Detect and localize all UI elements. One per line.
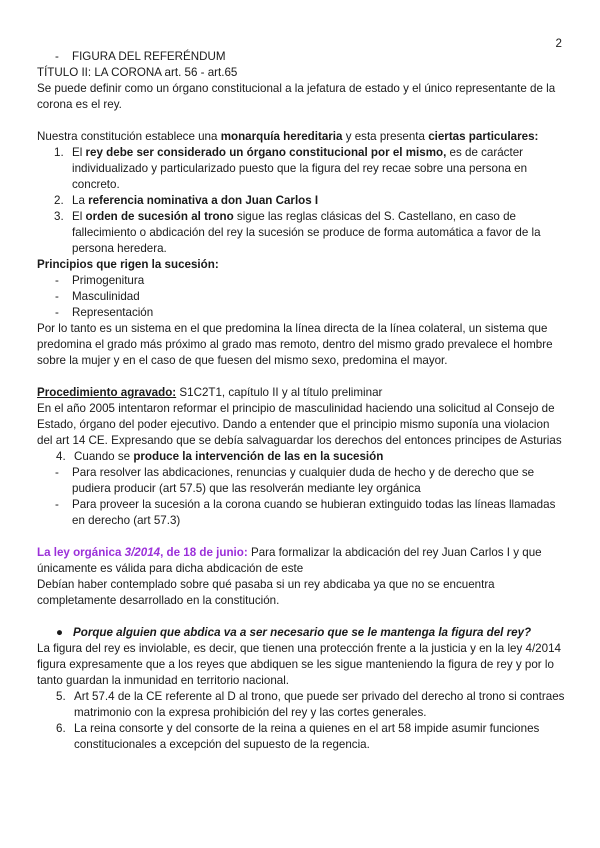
list-item: - Representación <box>55 306 154 319</box>
list-item: - Para proveer la sucesión a la corona cuando se hubieran extinguido todas las líneas llamadas en derecho (art 57.3) <box>55 498 556 527</box>
paragraph: Debían haber contemplado sobre qué pasaba si un rey abdicaba ya que no se encuentra completamente desarrollado en la constitución. <box>37 578 495 607</box>
numbered-item: 6. La reina consorte y del consorte de la reina a quienes en el art 58 impide asumir funciones constitucionales a excepción del supuesto de la regencia. <box>56 722 540 751</box>
numbered-item: 2. La referencia nominativa a don Juan Carlos I <box>54 194 319 207</box>
section-title: TÍTULO II: LA CORONA art. 56 - art.65 <box>37 66 238 79</box>
paragraph: Se puede definir como un órgano constitucional a la jefatura de estado y el único representante de la corona es el rey. <box>37 82 556 111</box>
paragraph: Nuestra constitución establece una monarquía hereditaria y esta presenta ciertas particulares: <box>37 130 539 143</box>
numbered-item: 3. El orden de sucesión al trono sigue las reglas clásicas del S. Castellano, en caso de fallecimiento o abdicación del rey la sucesión se produce de forma automática a favor de la persona heredera. <box>54 210 541 255</box>
question-bullet: ● Porque alguien que abdica va a ser necesario que se le mantenga la figura del rey? <box>56 626 532 639</box>
bullet-icon: ● <box>56 626 64 639</box>
page-number: 2 <box>555 37 562 50</box>
procedure-heading: Procedimiento agravado: S1C2T1, capítulo II y al título preliminar <box>37 386 383 399</box>
numbered-item: 4. Cuando se produce la intervención de las en la sucesión <box>56 450 384 463</box>
numbered-item: 5. Art 57.4 de la CE referente al D al trono, que puede ser privado del derecho al trono si contraes matrimonio con la expresa prohibición del rey y las cortes generales. <box>56 690 565 719</box>
list-item: - Para resolver las abdicaciones, renuncias y cualquier duda de hecho y de derecho que se pudiera producir (art 57.5) que las resolverán mediante ley orgánica <box>55 466 535 495</box>
list-item <box>37 49 565 65</box>
paragraph: Por lo tanto es un sistema en el que predomina la línea directa de la línea colateral, un sistema que predomina el grado más próximo al grado mas remoto, dentro del mismo grado prevalece el hombre sobre la mujer y en el caso de que fuesen del mismo sexo, predomina el mayor. <box>37 322 553 367</box>
document-body <box>37 49 565 753</box>
dash-marker: - <box>55 50 59 63</box>
list-item-text: FIGURA DEL REFERÉNDUM <box>72 50 226 63</box>
section-heading: Principios que rigen la sucesión: <box>37 258 219 271</box>
paragraph: En el año 2005 intentaron reformar el principio de masculinidad haciendo una solicitud al Consejo de Estado, órgano del poder ejecutivo. Dando a entender que el principio mismo suponía una violacion del art 14 CE. Expresando que se debía salvaguardar los derechos del entonces principes de Asturias <box>37 402 562 447</box>
organic-law-heading: La ley orgánica 3/2014, de 18 de junio: Para formalizar la abdicación del rey Juan Carlos I y que únicamente es válida para dicha abdicación de este <box>37 546 542 575</box>
numbered-item: 1. El rey debe ser considerado un órgano constitucional por el mismo, es de carácter individualizado y particularizado puesto que la figura del rey recae sobre una persona en concreto. <box>54 146 528 191</box>
paragraph: La figura del rey es inviolable, es decir, que tienen una protección frente a la justicia y en la ley 4/2014 figura expresamente que a los reyes que abdiquen se les sigue manteniendo la figura de rey y por lo tanto guardan la inmunidad en territorio nacional. <box>37 642 561 687</box>
list-item: - Primogenitura <box>55 274 145 287</box>
list-item: - Masculinidad <box>55 290 140 303</box>
